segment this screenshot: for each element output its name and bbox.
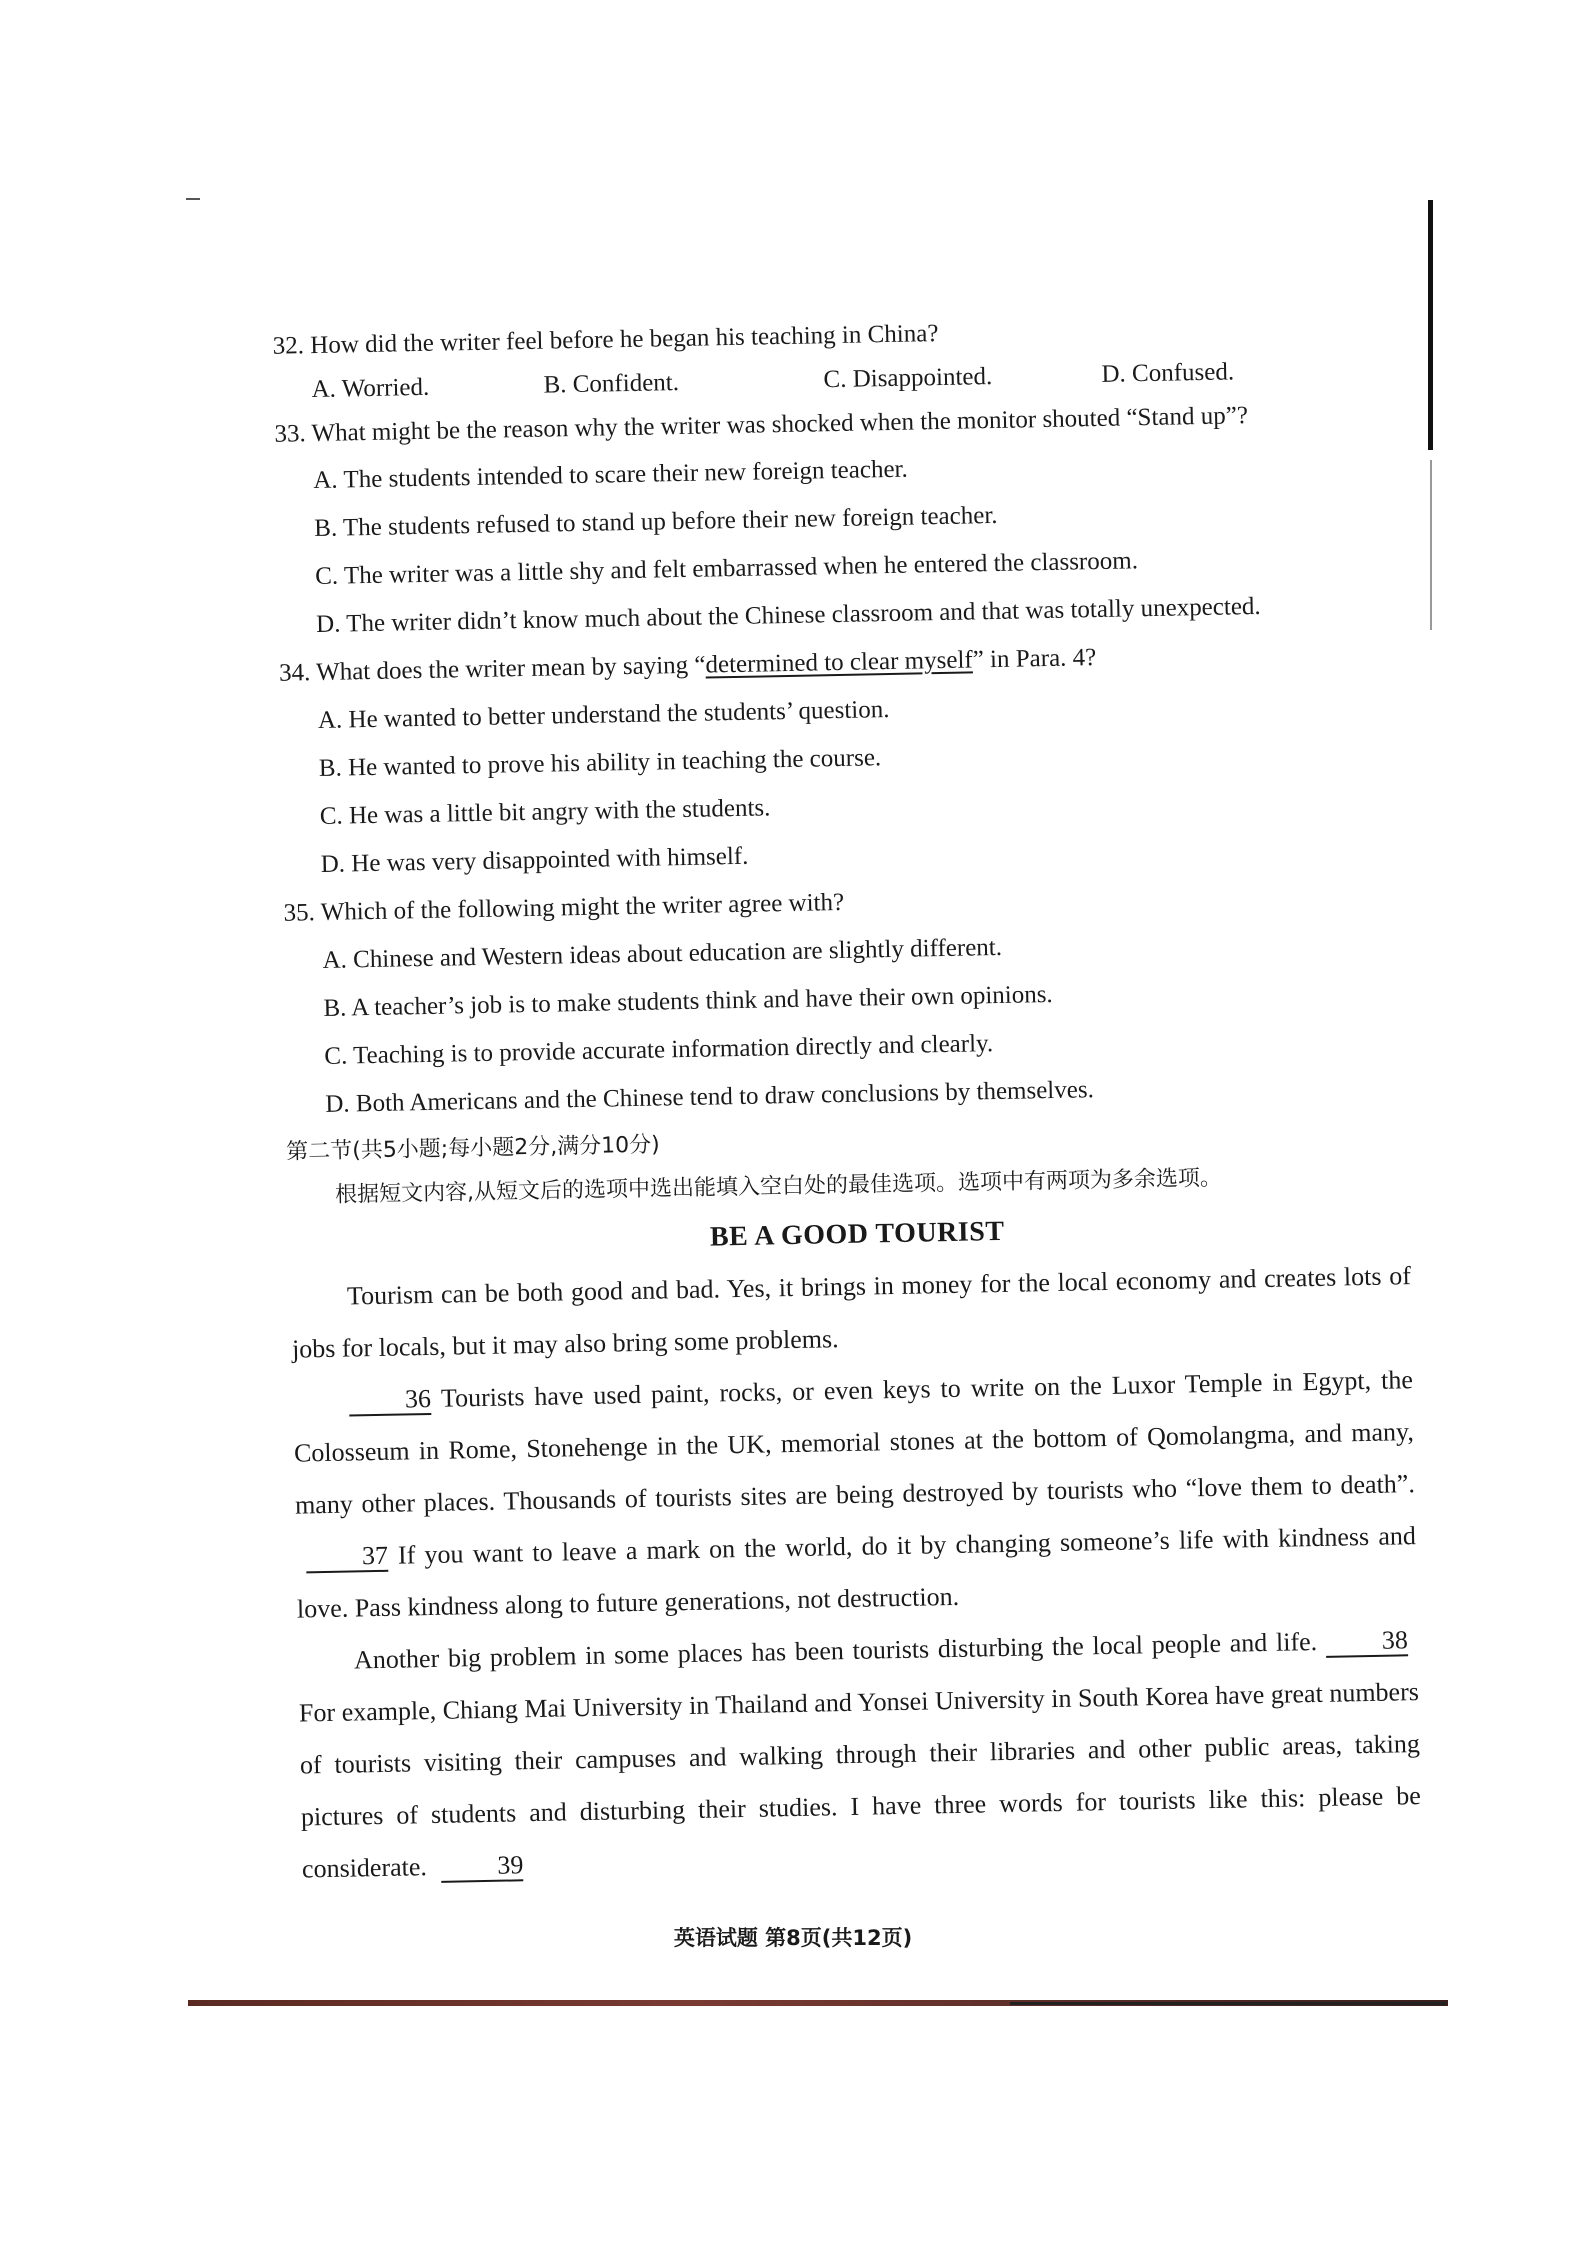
paragraph-3-text-a: Another big problem in some places has been tourists disturbing the local people and life. [353, 1626, 1318, 1675]
q33-option-d: D. The writer didn’t know much about the Chinese classroom and that was totally unexpected. [315, 592, 1261, 639]
q33-option-b: B. The students refused to stand up before their new foreign teacher. [314, 501, 998, 543]
question-35-stem: 35. Which of the following might the writer agree with? [283, 888, 845, 927]
question-34-stem [279, 645, 1097, 686]
q34-stem-quote: determined to clear myself [705, 646, 973, 679]
question-33-stem: 33. What might be the reason why the writer was shocked when the monitor shouted “Stand up”? [274, 402, 1249, 448]
blank-37: 37 [306, 1542, 389, 1574]
q33-option-a: A. The students intended to scare their new foreign teacher. [313, 455, 908, 495]
q35-option-d: D. Both Americans and the Chinese tend to draw conclusions by themselves. [325, 1076, 1095, 1118]
q34-stem-prefix: 34. What does the writer mean by saying “ [278, 651, 706, 687]
q34-stem-suffix: ” in Para. 4? [972, 644, 1097, 674]
q35-option-a: A. Chinese and Western ideas about education are slightly different. [322, 933, 1003, 974]
blank-38: 38 [1326, 1626, 1409, 1658]
bottom-rule-dark [1010, 2002, 1446, 2005]
paragraph-2-text-b: If you want to leave a mark on the world, do it by changing someone’s life with kindness and love. Pass kindness along to future generations, not destruction. [296, 1521, 1417, 1624]
exam-sheet [262, 284, 1422, 1884]
q34-option-d: D. He was very disappointed with himself. [320, 842, 749, 878]
question-32-options [311, 358, 1311, 404]
section-heading: 第二节(共5小题;每小题2分,满分10分) [286, 1132, 660, 1165]
scan-edge-shadow [1428, 200, 1433, 450]
scan-mark [186, 198, 200, 200]
passage-body [291, 1250, 1423, 1895]
q34-option-b: B. He wanted to prove his ability in teaching the course. [318, 744, 882, 782]
paragraph-1: Tourism can be both good and bad. Yes, it brings in money for the local economy and creates lots of jobs for locals, but it may also bring some problems. [291, 1261, 1412, 1364]
q32-option-a: A. Worried. [311, 373, 430, 404]
paragraph-3 [298, 1614, 1423, 1895]
blank-39: 39 [441, 1851, 524, 1883]
q34-option-c: C. He was a little bit angry with the students. [319, 794, 771, 830]
question-32-stem: 32. How did the writer feel before he began his teaching in China? [272, 320, 939, 360]
scan-edge-shadow-faint [1430, 460, 1432, 630]
passage-title: BE A GOOD TOURIST [709, 1215, 1005, 1253]
q33-option-c: C. The writer was a little shy and felt embarrassed when he entered the classroom. [314, 547, 1139, 591]
q34-option-a: A. He wanted to better understand the students’ question. [317, 696, 890, 734]
q32-option-c: C. Disappointed. [823, 362, 993, 394]
q35-option-b: B. A teacher’s job is to make students think and have their own opinions. [323, 980, 1053, 1022]
page-footer: 英语试题 第8页(共12页) [673, 1926, 913, 1950]
q32-option-d: D. Confused. [1101, 358, 1235, 388]
q32-option-b: B. Confident. [543, 369, 680, 399]
section-instruction: 根据短文内容,从短文后的选项中选出能填入空白处的最佳选项。选项中有两项为多余选项。 [334, 1165, 1223, 1208]
paragraph-3-text-b: For example, Chiang Mai University in Thailand and Yonsei University in South Korea have great numbers of tourists visiting their campuses and walking through their libraries and other public areas, taking pictures of students and disturbing their studies. I have three words for tourists like this: please be considerate. [298, 1677, 1422, 1884]
paragraph-2 [293, 1354, 1418, 1635]
blank-36: 36 [349, 1385, 432, 1417]
q35-option-c: C. Teaching is to provide accurate information directly and clearly. [324, 1030, 994, 1070]
paragraph-2-text-a: Tourists have used paint, rocks, or even keys to write on the Luxor Temple in Egypt, the Colosseum in Rome, Stonehenge in the UK, memorial stones at the bottom of Qomolangma, and many, many other places. Thousands of tourists sites are being destroyed by tourists who “love them to death”. [293, 1365, 1416, 1520]
